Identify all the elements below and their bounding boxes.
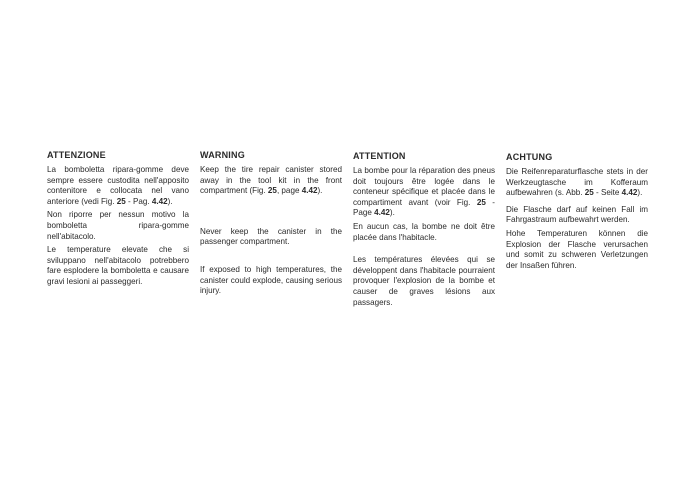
- column-italian: [47, 150, 189, 291]
- warning-heading: ACHTUNG: [506, 152, 553, 162]
- cabin-prohibition: En aucun cas, la bombe ne doit être placée dans l'habitacle.: [353, 221, 495, 242]
- temperature-warning: If exposed to high temperatures, the canister could explode, causing serious injury.: [200, 264, 342, 296]
- temperature-warning: Les températures élevées qui se développent dans l'habitacle pourraient provoquer l'explosion de la bombe et causer de graves lésions aux passagers.: [353, 255, 495, 307]
- cabin-prohibition: Die Flasche darf auf keinen Fall im Fahrgastraum aufbewahrt werden.: [506, 204, 648, 225]
- warning-heading: ATTENZIONE: [47, 150, 106, 160]
- storage-instruction: La bomboletta ripara-gomme deve sempre essere custodita nell'apposito contenitore e collocata nel vano anteriore (vedi Fig. 25 - Pag. 4.42).: [47, 165, 189, 206]
- cabin-prohibition: Never keep the canister in the passenger compartment.: [200, 226, 342, 247]
- storage-instruction: La bombe pour la réparation des pneus doit toujours être logée dans le conteneur spécifique et placée dans le compartiment avant (voir Fig. 25 - Page 4.42).: [353, 166, 495, 218]
- warning-heading: WARNING: [200, 150, 245, 160]
- temperature-warning: Le temperature elevate che si sviluppano nell'abitacolo potrebbero fare esplodere la bomboletta e causare gravi lesioni ai passeggeri.: [47, 245, 189, 286]
- column-german: [506, 150, 648, 274]
- storage-instruction: Die Reifenreparaturflasche stets in der Werkzeugtasche im Kofferaum aufbewahren (s. Abb. 25 - Seite 4.42).: [506, 167, 648, 198]
- column-english: [200, 150, 342, 297]
- column-french: [353, 150, 495, 308]
- temperature-warning: Hohe Temperaturen können die Explosion der Flasche verursachen und somit zu schweren Verletzungen der Insaßen führen.: [506, 228, 648, 270]
- storage-instruction: Keep the tire repair canister stored away in the tool kit in the front compartment (Fig. 25, page 4.42).: [200, 165, 342, 196]
- warning-heading: ATTENTION: [353, 151, 406, 161]
- cabin-prohibition: Non riporre per nessun motivo la bomboletta ripara-gomme nell'abitacolo.: [47, 210, 189, 241]
